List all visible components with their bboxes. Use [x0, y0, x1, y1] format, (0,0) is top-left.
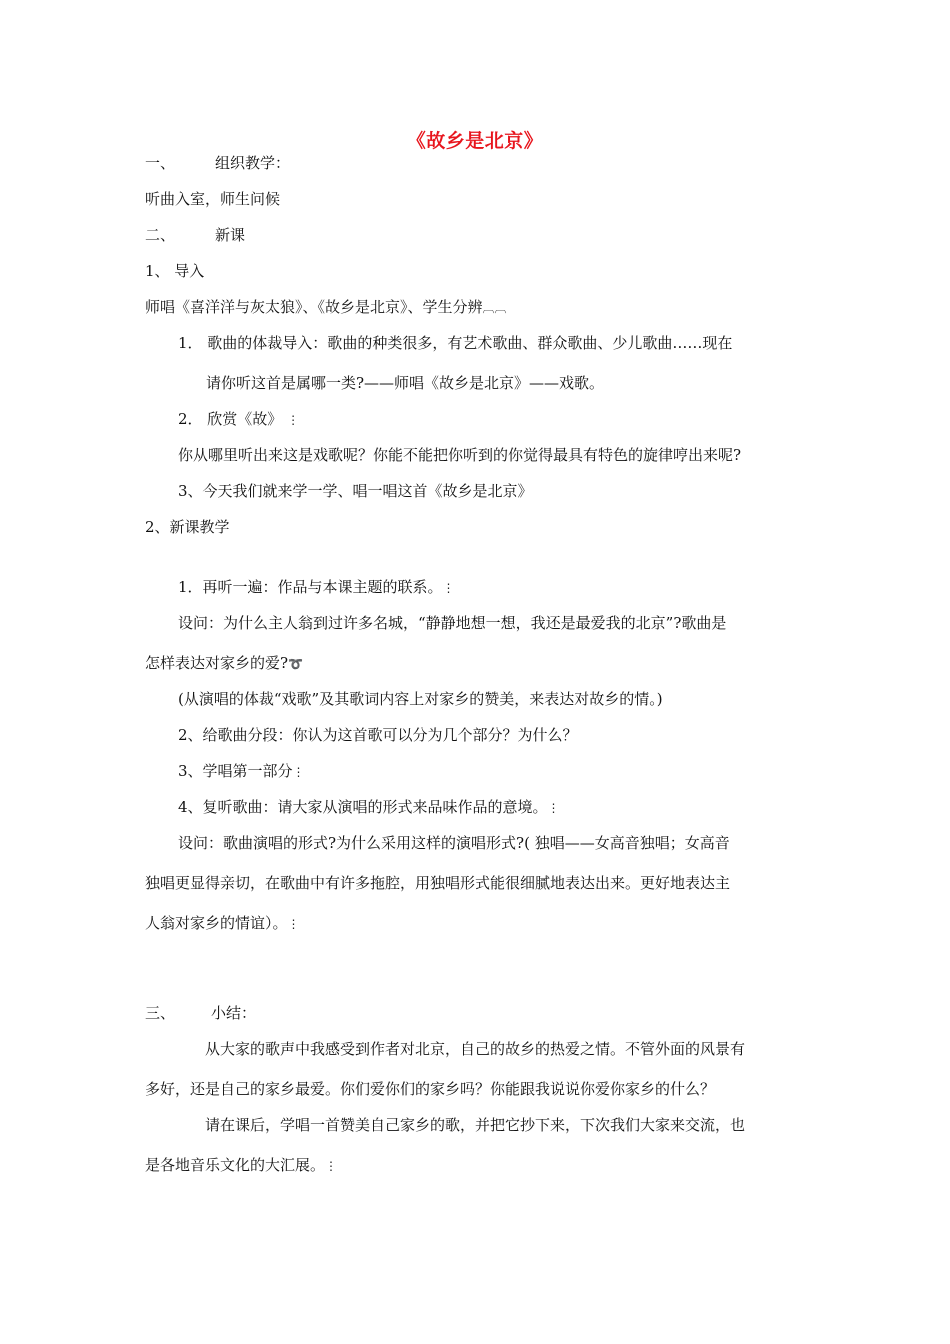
subsection-intro: 1、 导入	[145, 262, 205, 280]
squiggle-mark: ➰	[288, 657, 303, 671]
section-1-heading	[145, 153, 290, 173]
item-2-marker: ⋮	[287, 413, 300, 427]
section-1-text: 听曲入室，师生问候	[145, 190, 281, 208]
teach-1-question-b-text: 怎样表达对家乡的爱?	[145, 654, 289, 672]
teach-1-answer: (从演唱的体裁“戏歌”及其歌词内容上对家乡的赞美，来表达对故乡的情。)	[178, 690, 663, 708]
section-2-number: 二、	[145, 226, 176, 244]
homework-line-b	[145, 1155, 337, 1176]
section-3-number: 三、	[145, 1004, 176, 1022]
summary-line-a: 从大家的歌声中我感受到作者对北京，自己的故乡的热爱之情。不管外面的风景有	[205, 1040, 746, 1058]
teach-1	[178, 577, 455, 598]
intro-sentence: 师唱《喜洋洋与灰太狼》、《故乡是北京》、学生分辨	[145, 298, 483, 316]
item-2-text: 2． 欣赏《故》	[178, 410, 283, 428]
section-3-title: 小结：	[211, 1004, 257, 1022]
document-title: 《故乡是北京》	[406, 130, 544, 152]
teach-4-marker: ⋮	[547, 801, 560, 815]
teach-4-question-a: 设问：歌曲演唱的形式?为什么采用这样的演唱形式?( 独唱——女高音独唱；女高音	[178, 834, 730, 852]
teach-3-text: 3、学唱第一部分	[178, 762, 293, 780]
section-3-heading	[145, 1003, 256, 1023]
teach-4-question-c-text: 人翁对家乡的情谊）。	[145, 914, 288, 932]
section-1-title: 组织教学：	[215, 154, 291, 172]
teach-4-text: 4、复听歌曲：请大家从演唱的形式来品味作品的意境。	[178, 798, 548, 816]
teach-3	[178, 761, 305, 782]
item-2-question: 你从哪里听出来这是戏歌呢？你能不能把你听到的你觉得最具有特色的旋律哼出来呢?	[178, 446, 742, 464]
teach-4-end-marker: ⋮	[287, 917, 300, 931]
section-1-number: 一、	[145, 154, 176, 172]
teach-1-text: 1．再听一遍：作品与本课主题的联系。	[178, 578, 443, 596]
summary-line-b: 多好，还是自己的家乡最爱。你们爱你们的家乡吗？你能跟我说说你爱你家乡的什么？	[145, 1080, 716, 1098]
item-2	[178, 409, 299, 430]
homework-line-b-text: 是各地音乐文化的大汇展。	[145, 1156, 326, 1174]
teach-1-question-b	[145, 653, 303, 674]
teach-2: 2、给歌曲分段：你认为这首歌可以分为几个部分？为什么？	[178, 726, 578, 744]
teach-1-question-a: 设问：为什么主人翁到过许多名城，“静静地想一想，我还是最爱我的北京”?歌曲是	[178, 614, 727, 632]
homework-line-a: 请在课后，学唱一首赞美自己家乡的歌，并把它抄下来，下次我们大家来交流，也	[205, 1116, 746, 1134]
item-1-line-b: 请你听这首是属哪一类?——师唱《故乡是北京》——戏歌。	[206, 374, 605, 392]
intro-text	[145, 297, 507, 318]
item-1-line-a: 1． 歌曲的体裁导入：歌曲的种类很多，有艺术歌曲、群众歌曲、少儿歌曲……现在	[178, 334, 733, 352]
item-3: 3、今天我们就来学一学、唱一唱这首《故乡是北京》	[178, 482, 533, 500]
section-2-heading	[145, 225, 245, 245]
teach-4-question-b: 独唱更显得亲切，在歌曲中有许多拖腔，用独唱形式能很细腻地表达出来。更好地表达主	[145, 874, 731, 892]
intro-mark: ︹︹	[482, 301, 507, 315]
homework-marker: ⋮	[325, 1159, 338, 1173]
teach-3-marker: ⋮	[292, 765, 305, 779]
teach-1-marker: ⋮	[442, 581, 455, 595]
subsection-teaching: 2、新课教学	[145, 518, 230, 536]
section-2-title: 新课	[215, 226, 246, 244]
teach-4	[178, 797, 560, 818]
teach-4-question-c	[145, 913, 300, 934]
